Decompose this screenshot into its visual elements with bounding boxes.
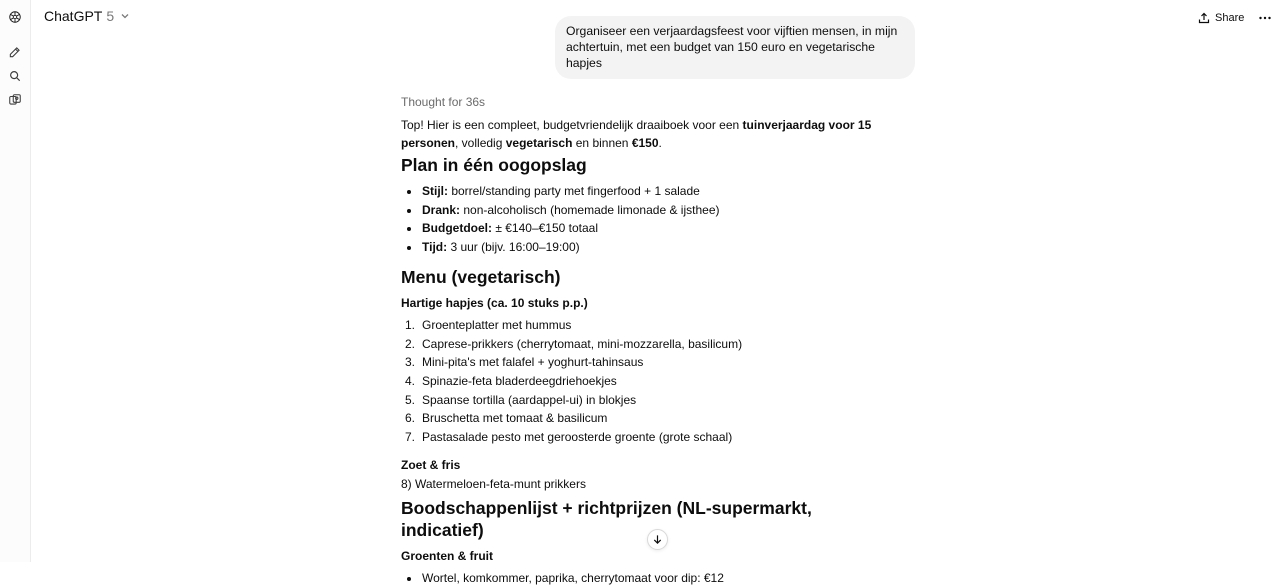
list-item bbox=[401, 428, 891, 447]
library-icon[interactable] bbox=[5, 90, 25, 110]
list-item-label: Budgetdoel: bbox=[422, 221, 492, 236]
produce-list bbox=[401, 569, 891, 587]
list-number: 3. bbox=[405, 355, 416, 370]
list-number: 2. bbox=[405, 336, 416, 351]
intro-text: en binnen bbox=[572, 136, 632, 150]
intro-bold-vegetarian: vegetarisch bbox=[505, 136, 573, 150]
shopping-heading: Boodschappenlijst + richtprijzen (NL-supermarkt, indicatief) bbox=[401, 497, 812, 540]
plan-list bbox=[401, 182, 891, 257]
scroll-to-bottom-button[interactable] bbox=[647, 529, 668, 550]
list-item bbox=[401, 182, 891, 201]
sweet-heading: Zoet & fris bbox=[401, 457, 461, 472]
produce-heading: Groenten & fruit bbox=[401, 548, 493, 563]
list-item-text: Groenteplatter met hummus bbox=[422, 317, 572, 332]
list-number: 6. bbox=[405, 411, 416, 426]
menu-heading: Menu (vegetarisch) bbox=[401, 266, 561, 287]
model-version: 5 bbox=[106, 8, 115, 24]
list-item-text: Caprese-prikkers (cherrytomaat, mini-mozzarella, basilicum) bbox=[422, 336, 743, 351]
list-item-text: 3 uur (bijv. 16:00–19:00) bbox=[447, 240, 580, 255]
list-item bbox=[401, 409, 891, 428]
savory-heading: Hartige hapjes (ca. 10 stuks p.p.) bbox=[401, 295, 588, 310]
intro-text: Top! Hier is een compleet, budgetvriendelijk draaiboek voor een bbox=[401, 118, 743, 132]
share-label: Share bbox=[1215, 12, 1245, 24]
intro-bold-occasion: tuinverjaardag voor 15 personen bbox=[401, 118, 872, 150]
list-item-text: Bruschetta met tomaat & basilicum bbox=[422, 411, 608, 426]
list-number: 5. bbox=[405, 392, 416, 407]
list-item-label: Stijl: bbox=[422, 184, 448, 198]
list-number: 1. bbox=[405, 317, 416, 332]
thought-toggle[interactable]: Thought for 36s bbox=[401, 95, 486, 109]
intro-bold-budget: €150 bbox=[631, 136, 659, 150]
list-number: 7. bbox=[405, 430, 416, 445]
intro-text: , volledig bbox=[455, 136, 506, 150]
chevron-down-icon bbox=[120, 11, 130, 21]
list-item bbox=[401, 201, 891, 220]
list-item-text: Mini-pita's met falafel + yoghurt-tahinsaus bbox=[422, 355, 644, 370]
list-item bbox=[401, 238, 891, 257]
list-item-label: Drank: bbox=[422, 202, 461, 217]
assistant-message bbox=[401, 94, 891, 587]
list-item bbox=[401, 219, 891, 238]
intro-paragraph bbox=[401, 116, 891, 152]
more-dots-icon bbox=[1259, 16, 1271, 20]
list-item-text: ± €140–€150 totaal bbox=[492, 221, 599, 236]
list-item-text: Spinazie-feta bladerdeegdriehoekjes bbox=[422, 373, 617, 388]
arrow-down-icon bbox=[652, 534, 663, 545]
list-item bbox=[401, 335, 891, 354]
user-message: Organiseer een verjaardagsfeest voor vijftien mensen, in mijn achtertuin, met een budget van 150 euro en vegetarische hapjes bbox=[555, 16, 915, 79]
openai-logo-icon[interactable] bbox=[5, 7, 25, 27]
more-options-button[interactable] bbox=[1256, 8, 1274, 28]
list-item-text: Pastasalade pesto met geroosterde groente (grote schaal) bbox=[422, 430, 733, 445]
intro-text: . bbox=[658, 136, 662, 150]
share-icon bbox=[1198, 12, 1210, 24]
model-name: ChatGPT bbox=[44, 8, 103, 24]
list-item bbox=[401, 391, 891, 410]
list-item-text: Wortel, komkommer, paprika, cherrytomaat voor dip: €12 bbox=[422, 570, 724, 585]
list-item bbox=[401, 372, 891, 391]
list-item bbox=[401, 569, 891, 587]
savory-list bbox=[401, 316, 891, 447]
search-icon[interactable] bbox=[5, 66, 25, 86]
model-picker[interactable] bbox=[44, 8, 130, 24]
sweet-line: 8) Watermeloen-feta-munt prikkers bbox=[401, 476, 586, 491]
list-item bbox=[401, 316, 891, 335]
list-number: 4. bbox=[405, 373, 416, 388]
new-chat-icon[interactable] bbox=[5, 42, 25, 62]
left-rail bbox=[0, 0, 31, 562]
list-item bbox=[401, 353, 891, 372]
list-item-text: borrel/standing party met fingerfood + 1 salade bbox=[448, 184, 700, 198]
list-item-text: Spaanse tortilla (aardappel-ui) in blokjes bbox=[422, 392, 637, 407]
list-item-text: non-alcoholisch (homemade limonade & ijsthee) bbox=[460, 202, 720, 217]
plan-heading: Plan in één oogopslag bbox=[401, 155, 587, 175]
share-button[interactable] bbox=[1198, 8, 1244, 28]
list-item-label: Tijd: bbox=[422, 240, 448, 255]
